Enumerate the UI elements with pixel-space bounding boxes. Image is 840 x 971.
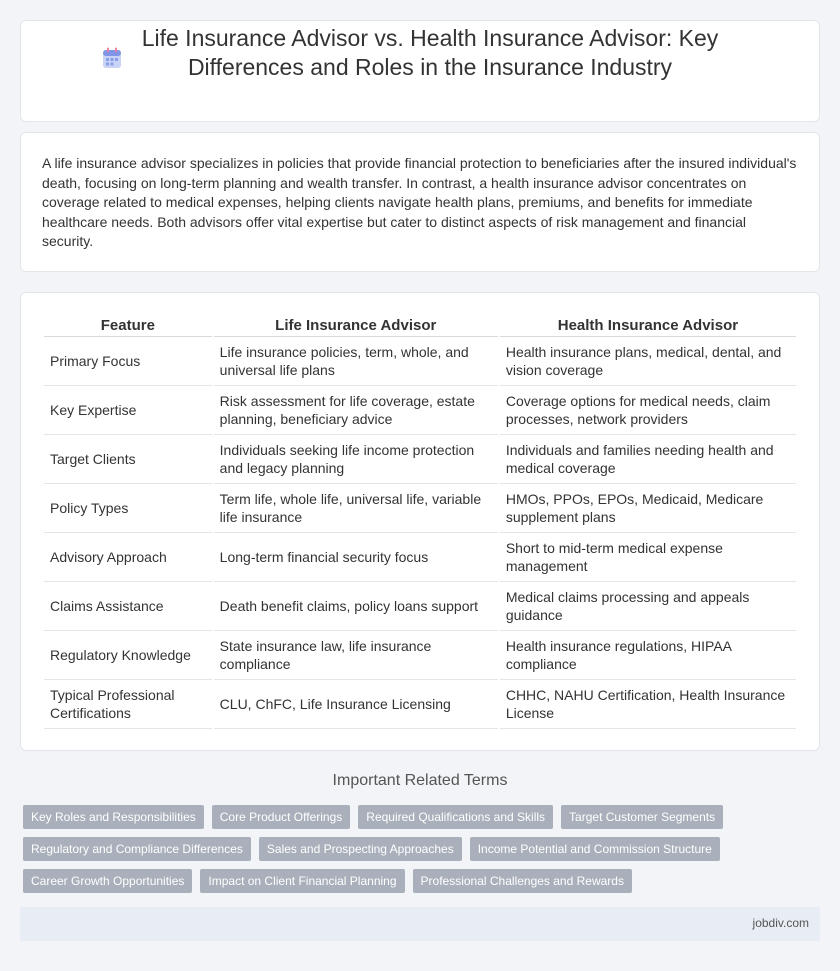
life-advisor-cell: Risk assessment for life coverage, estate planning, beneficiary advice	[214, 386, 498, 435]
footer-site-link[interactable]: jobdiv.com	[752, 916, 809, 930]
life-advisor-cell: Individuals seeking life income protection and legacy planning	[214, 435, 498, 484]
related-term-tag[interactable]: Target Customer Segments	[561, 805, 723, 829]
comparison-card	[20, 292, 820, 751]
footer	[20, 907, 820, 941]
life-advisor-cell: Death benefit claims, policy loans support	[214, 582, 498, 631]
health-advisor-cell: HMOs, PPOs, EPOs, Medicaid, Medicare supplement plans	[500, 484, 796, 533]
intro-card	[20, 132, 820, 272]
life-advisor-cell: Term life, whole life, universal life, variable life insurance	[214, 484, 498, 533]
feature-cell: Claims Assistance	[44, 582, 212, 631]
related-term-tag[interactable]: Professional Challenges and Rewards	[413, 869, 632, 893]
table-row	[44, 484, 796, 533]
related-term-tag[interactable]: Required Qualifications and Skills	[358, 805, 553, 829]
table-row	[44, 582, 796, 631]
related-term-tag[interactable]: Career Growth Opportunities	[23, 869, 192, 893]
health-advisor-cell: Health insurance plans, medical, dental, and vision coverage	[500, 337, 796, 386]
page-title-line-1: Life Insurance Advisor vs. Health Insurance Advisor: Key	[141, 25, 719, 51]
feature-cell: Primary Focus	[44, 337, 212, 386]
header-health-advisor: Health Insurance Advisor	[500, 316, 796, 337]
related-term-tag[interactable]: Core Product Offerings	[212, 805, 351, 829]
page-title-line-2: Differences and Roles in the Insurance Industry	[187, 54, 673, 80]
related-term-tag[interactable]: Impact on Client Financial Planning	[200, 869, 404, 893]
life-advisor-cell: Long-term financial security focus	[214, 533, 498, 582]
table-row	[44, 337, 796, 386]
table-row	[44, 680, 796, 729]
page-title	[70, 24, 790, 82]
related-terms-title: Important Related Terms	[332, 772, 508, 789]
feature-cell: Typical Professional Certifications	[44, 680, 212, 729]
related-term-tag[interactable]: Sales and Prospecting Approaches	[259, 837, 462, 861]
life-advisor-cell: CLU, ChFC, Life Insurance Licensing	[214, 680, 498, 729]
feature-cell: Key Expertise	[44, 386, 212, 435]
feature-cell: Target Clients	[44, 435, 212, 484]
feature-cell: Advisory Approach	[44, 533, 212, 582]
health-advisor-cell: Short to mid-term medical expense management	[500, 533, 796, 582]
health-advisor-cell: Medical claims processing and appeals guidance	[500, 582, 796, 631]
health-advisor-cell: Individuals and families needing health and medical coverage	[500, 435, 796, 484]
health-advisor-cell: CHHC, NAHU Certification, Health Insurance License	[500, 680, 796, 729]
table-header-row	[44, 316, 796, 337]
table-row	[44, 631, 796, 680]
health-advisor-cell: Coverage options for medical needs, claim processes, network providers	[500, 386, 796, 435]
table-row	[44, 533, 796, 582]
feature-cell: Regulatory Knowledge	[44, 631, 212, 680]
header-life-advisor: Life Insurance Advisor	[214, 316, 498, 337]
related-term-tag[interactable]: Income Potential and Commission Structure	[470, 837, 720, 861]
comparison-table	[42, 316, 798, 729]
health-advisor-cell: Health insurance regulations, HIPAA compliance	[500, 631, 796, 680]
related-terms-list	[23, 805, 743, 893]
life-advisor-cell: Life insurance policies, term, whole, and universal life plans	[214, 337, 498, 386]
header-feature: Feature	[44, 316, 212, 337]
related-term-tag[interactable]: Key Roles and Responsibilities	[23, 805, 204, 829]
intro-paragraph: A life insurance advisor specializes in policies that provide financial protection to beneficiaries after the insured individual's death, focusing on long-term planning and wealth transfer. In contrast, a health insurance advisor concentrates on coverage related to medical expenses, helping clients navigate health plans, premiums, and benefits for immediate healthcare needs. Both advisors offer vital expertise but cater to distinct aspects of risk management and financial security.	[42, 155, 797, 250]
table-row	[44, 435, 796, 484]
table-row	[44, 386, 796, 435]
related-term-tag[interactable]: Regulatory and Compliance Differences	[23, 837, 251, 861]
life-advisor-cell: State insurance law, life insurance compliance	[214, 631, 498, 680]
feature-cell: Policy Types	[44, 484, 212, 533]
